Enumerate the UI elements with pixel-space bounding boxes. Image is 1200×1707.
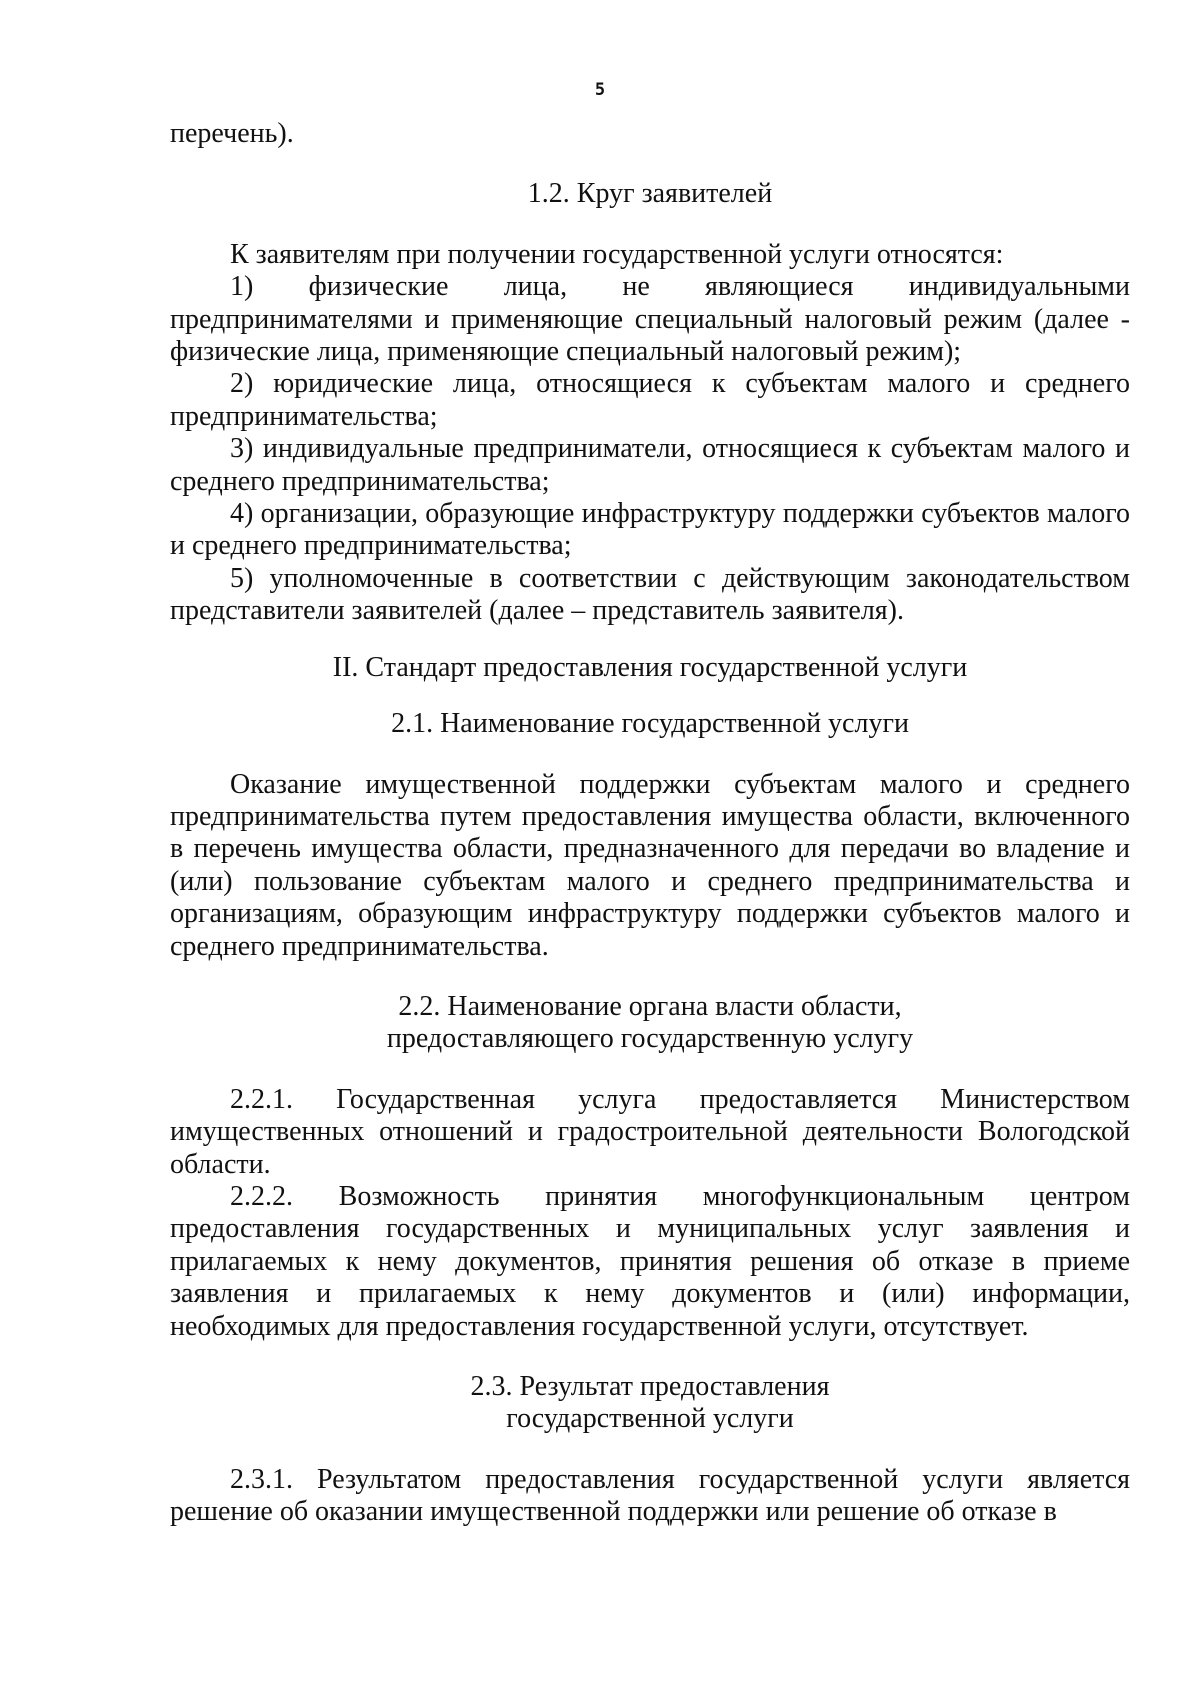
applicants-item-1: 1) физические лица, не являющиеся индивидуальными предпринимателями и применяющие специальный налоговый режим (далее - физические лица, применяющие специальный налоговый режим);: [170, 271, 1130, 368]
section-2-3-heading: [170, 1371, 1130, 1436]
section-2-2-heading: [170, 991, 1130, 1056]
page-number: 5: [594, 80, 606, 100]
section-2-1-heading: 2.1. Наименование государственной услуги: [391, 708, 909, 740]
section-2-1-text: Оказание имущественной поддержки субъектам малого и среднего предпринимательства путем предоставления имущества области, включенного в перечень имущества области, предназначенного для передачи во владение и (или) пользование субъектам малого и среднего предпринимательства и организациям, образующим инфраструктуру поддержки субъектов малого и среднего предпринимательства.: [170, 768, 1130, 962]
section-1-2-heading: 1.2. Круг заявителей: [527, 178, 773, 210]
document-body: [170, 118, 1130, 1529]
paragraph-2-3-1: 2.3.1. Результатом предоставления государственной услуги является решение об оказании имущественной поддержки или решение об отказе в: [170, 1463, 1130, 1528]
applicants-lead: К заявителям при получении государственной услуги относятся:: [230, 238, 1004, 270]
intro-continuation: перечень).: [170, 118, 294, 149]
section-2-3-heading-line1: 2.3. Результат предоставления: [470, 1371, 830, 1402]
section-ii-heading: II. Стандарт предоставления государственной услуги: [332, 651, 968, 683]
section-2-3-heading-line2: государственной услуги: [506, 1403, 794, 1435]
applicants-item-4: 4) организации, образующие инфраструктуру поддержки субъектов малого и среднего предпринимательства;: [170, 498, 1130, 562]
applicants-item-5: 5) уполномоченные в соответствии с действующим законодательством представители заявителей (далее – представитель заявителя).: [170, 562, 1130, 627]
paragraph-2-2-1: 2.2.1. Государственная услуга предоставляется Министерством имущественных отношений и градостроительной деятельности Вологодской области.: [170, 1083, 1130, 1180]
applicants-item-2: 2) юридические лица, относящиеся к субъектам малого и среднего предпринимательства;: [170, 368, 1130, 432]
applicants-item-3: 3) индивидуальные предприниматели, относящиеся к субъектам малого и среднего предпринимательства;: [170, 433, 1130, 497]
paragraph-2-2-2: 2.2.2. Возможность принятия многофункциональным центром предоставления государственных и муниципальных услуг заявления и прилагаемых к нему документов, принятия решения об отказе в приеме заявления и прилагаемых к нему документов и (или) информации, необходимых для предоставления государственной услуги, отсутствует.: [170, 1180, 1130, 1342]
section-2-2-heading-line2: предоставляющего государственную услугу: [386, 1023, 914, 1055]
section-2-2-heading-line1: 2.2. Наименование органа власти области,: [398, 990, 902, 1022]
